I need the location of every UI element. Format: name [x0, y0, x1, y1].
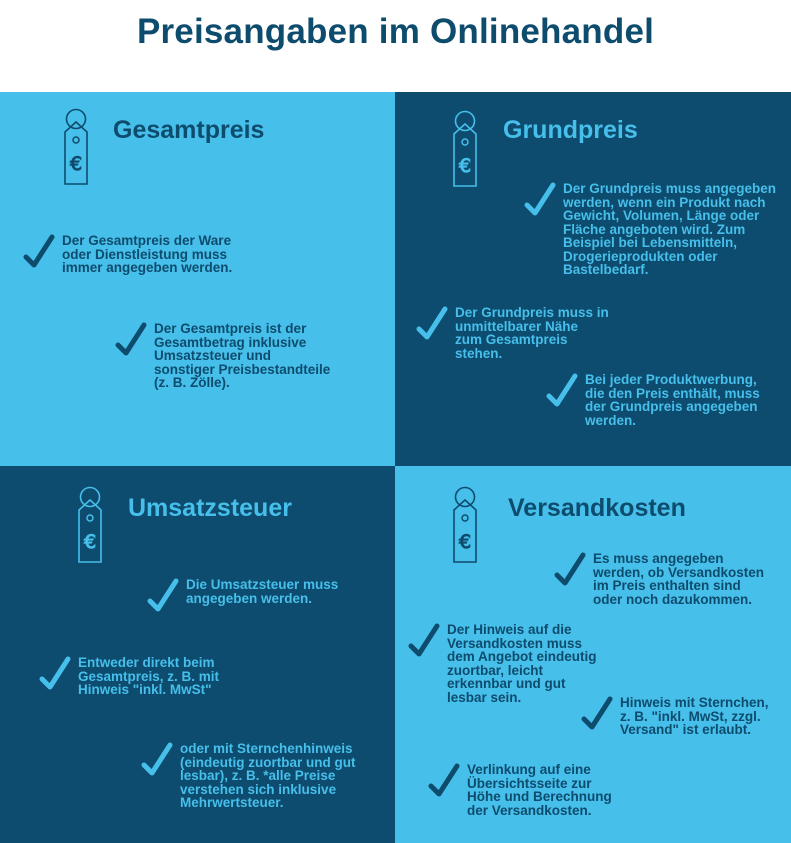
list-item: Der Hinweis auf die Versandkosten muss dem Angebot eindeutig zuortbar, leicht erkennbar und gut lesbar sein. — [407, 623, 597, 704]
list-item: Der Gesamtpreis der Ware oder Dienstleistung muss immer angegeben werden. — [22, 234, 232, 275]
checkmark-icon — [415, 306, 449, 340]
checkmark-icon — [545, 373, 579, 407]
price-tag-euro-icon — [439, 110, 489, 190]
panel-versandkosten — [395, 466, 791, 843]
heading-versandkosten: Versandkosten — [508, 494, 686, 522]
checkmark-icon — [427, 763, 461, 797]
checkmark-icon — [114, 322, 148, 356]
heading-gesamtpreis: Gesamtpreis — [113, 116, 265, 144]
price-tag-euro-icon — [439, 486, 489, 566]
checkmark-icon — [553, 552, 587, 586]
list-item: Hinweis mit Sternchen, z. B. "inkl. MwSt, zzgl. Versand" ist erlaubt. — [580, 696, 769, 737]
svg-text:€: € — [69, 153, 83, 175]
list-item: Der Grundpreis muss in unmittelbarer Nähe zum Gesamtpreis stehen. — [415, 306, 609, 360]
checkmark-icon — [22, 234, 56, 268]
checkmark-icon — [523, 182, 557, 216]
list-item: Der Gesamtpreis ist der Gesamtbetrag inklusive Umsatzsteuer und sonstiger Preisbestandteile (z. B. Zölle). — [114, 322, 330, 390]
list-item: Es muss angegeben werden, ob Versandkosten im Preis enthalten sind oder noch dazukommen. — [553, 552, 764, 606]
list-item: Verlinkung auf eine Übersichtsseite zur Höhe und Berechnung der Versandkosten. — [427, 763, 612, 817]
checkmark-icon — [140, 742, 174, 776]
checkmark-icon — [580, 696, 614, 730]
panel-gesamtpreis — [0, 92, 395, 466]
price-tag-euro-icon — [50, 108, 100, 188]
page-title: Preisangaben im Onlinehandel — [136, 12, 655, 51]
list-item: oder mit Sternchenhinweis (eindeutig zuortbar und gut lesbar), z. B. *alle Preise verstehen sich inklusive Mehrwertsteuer. — [140, 742, 355, 810]
list-item: Der Grundpreis muss angegeben werden, wenn ein Produkt nach Gewicht, Volumen, Länge oder Fläche angeboten wird. Zum Beispiel bei Lebensmitteln, Drogerieprodukten oder Bastelbedarf. — [523, 182, 776, 277]
list-item: Die Umsatzsteuer muss angegeben werden. — [146, 578, 338, 612]
heading-grundpreis: Grundpreis — [503, 116, 638, 144]
svg-text:€: € — [83, 531, 97, 553]
panel-umsatzsteuer — [0, 466, 395, 843]
panel-grundpreis — [395, 92, 791, 466]
list-item: Entweder direkt beim Gesamtpreis, z. B. mit Hinweis "inkl. MwSt" — [38, 656, 219, 697]
checkmark-icon — [407, 623, 441, 657]
svg-text:€: € — [458, 531, 472, 553]
svg-text:€: € — [458, 155, 472, 177]
checkmark-icon — [38, 656, 72, 690]
list-item: Bei jeder Produktwerbung, die den Preis enthält, muss der Grundpreis angegeben werden. — [545, 373, 760, 427]
checkmark-icon — [146, 578, 180, 612]
price-tag-euro-icon — [64, 486, 114, 566]
heading-umsatzsteuer: Umsatzsteuer — [128, 494, 292, 522]
